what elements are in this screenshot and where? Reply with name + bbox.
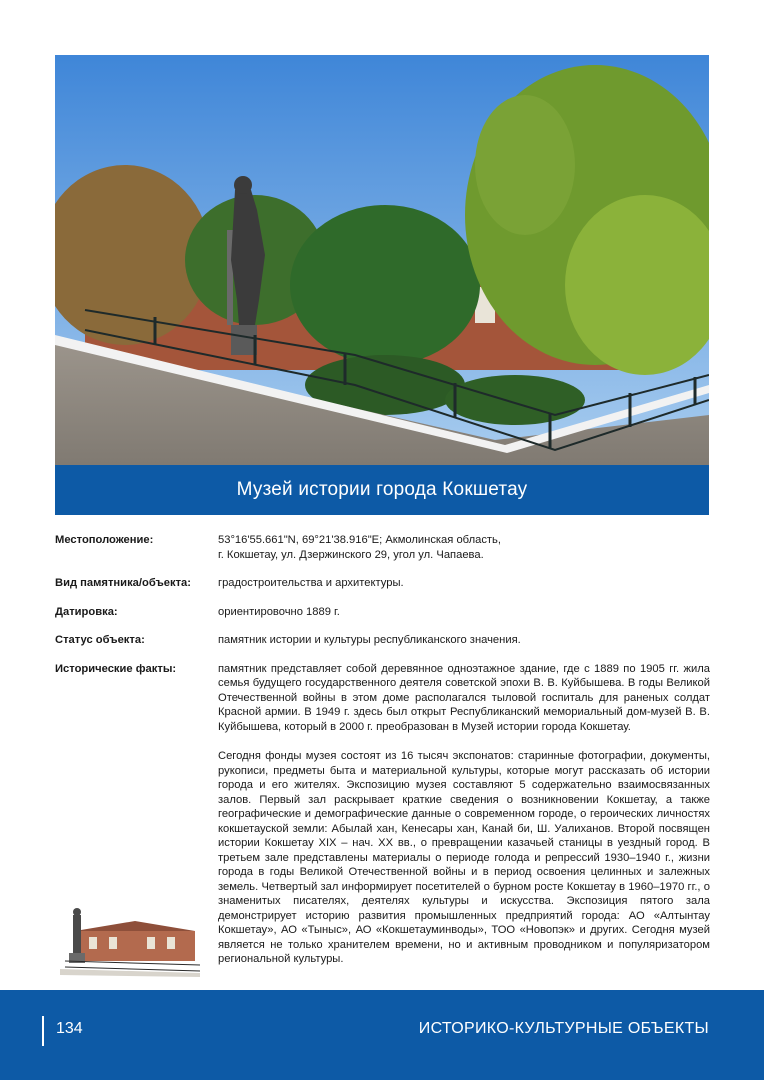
page-title-band (55, 465, 709, 515)
museum-thumbnail (55, 903, 205, 978)
page-title: Музей истории города Кокшетау (236, 479, 528, 500)
museum-photo (55, 55, 709, 465)
section-title: ИСТОРИКО-КУЛЬТУРНЫЕ ОБЪЕКТЫ (418, 1020, 709, 1037)
facts-paragraph-1: памятник представляет собой деревянное одноэтажное здание, где с 1889 по 1905 гг. жила семья будущего государственного деятеля советской эпохи В. В. Куйбышева. В годы Великой Отечественной войны в этом доме располагался тыловой госпиталь для раненых солдат Красной армии. В 1949 г. здесь был открыт Республиканский мемориальный дом-музей В. В. Куйбышева, который в 2000 г. преобразован в Музей истории города Кокшетау. (218, 662, 710, 733)
footer-divider (42, 1016, 44, 1046)
facts-label: Исторические факты: (55, 662, 177, 675)
row-location (55, 533, 710, 562)
facts-value (218, 662, 710, 982)
row-type (55, 576, 710, 591)
status-value: памятник истории и культуры республиканского значения. (218, 634, 521, 646)
dating-label: Датировка: (55, 605, 118, 618)
type-value: градостроительства и архитектуры. (218, 577, 404, 589)
footer (0, 990, 764, 1080)
page-number: 134 (56, 1020, 83, 1037)
location-label: Местоположение: (55, 534, 154, 546)
row-dating (55, 605, 710, 620)
dating-value: ориентировочно 1889 г. (218, 605, 340, 618)
facts-paragraph-2: Сегодня фонды музея состоят из 16 тысяч экспонатов: старинные фотографии, документы, рукописи, предметы быта и материальной культуры, которые могут рассказать об истории города и его жителях. Экспозицию музея составляют 5 содержательно взаимосвязанных залов. Первый зал раскрывает краткие сведения о возникновении Кокшетау, а также географические и демографические данные о современном городе, о героических личностях кокшетауской земли: Абылай хан, Кенесары хан, Канай би, Ш. Уалиханов. Второй посвящен истории Кокшетау XIX – нач. XX вв., о превращении казачьей станицы в уездный город. В третьем зале представлены материалы о периоде голода и репрессий 1930–1940 г., жизни города в годы Великой Отечественной войны и в период освоения целинных и залежных земель. Четвертый зал информирует посетителей о бурном росте Кокшетау в 1960–1970 гг., о знаменитых писателях, деятелях культуры и искусства. Экспозиция пятого зала демонстрирует историю развития промышленных предприятий города: АО «Алтынтау Кокшетау», АО «Тыныс», АО «Кокшетауминводы», ТОО «Новопэк» и других. Сегодня музей является не только хранителем времени, но и активным проводником и популяризатором региональной культуры. (218, 750, 710, 965)
status-label: Статус объекта: (55, 634, 145, 646)
type-label: Вид памятника/объекта: (55, 577, 191, 589)
location-value (218, 533, 710, 562)
location-coordinates: 53°16'55.661"N, 69°21'38.916"E; Акмолинская область, (218, 534, 501, 546)
location-address: г. Кокшетау, ул. Дзержинского 29, угол ул. Чапаева. (218, 548, 484, 561)
row-status (55, 633, 710, 648)
